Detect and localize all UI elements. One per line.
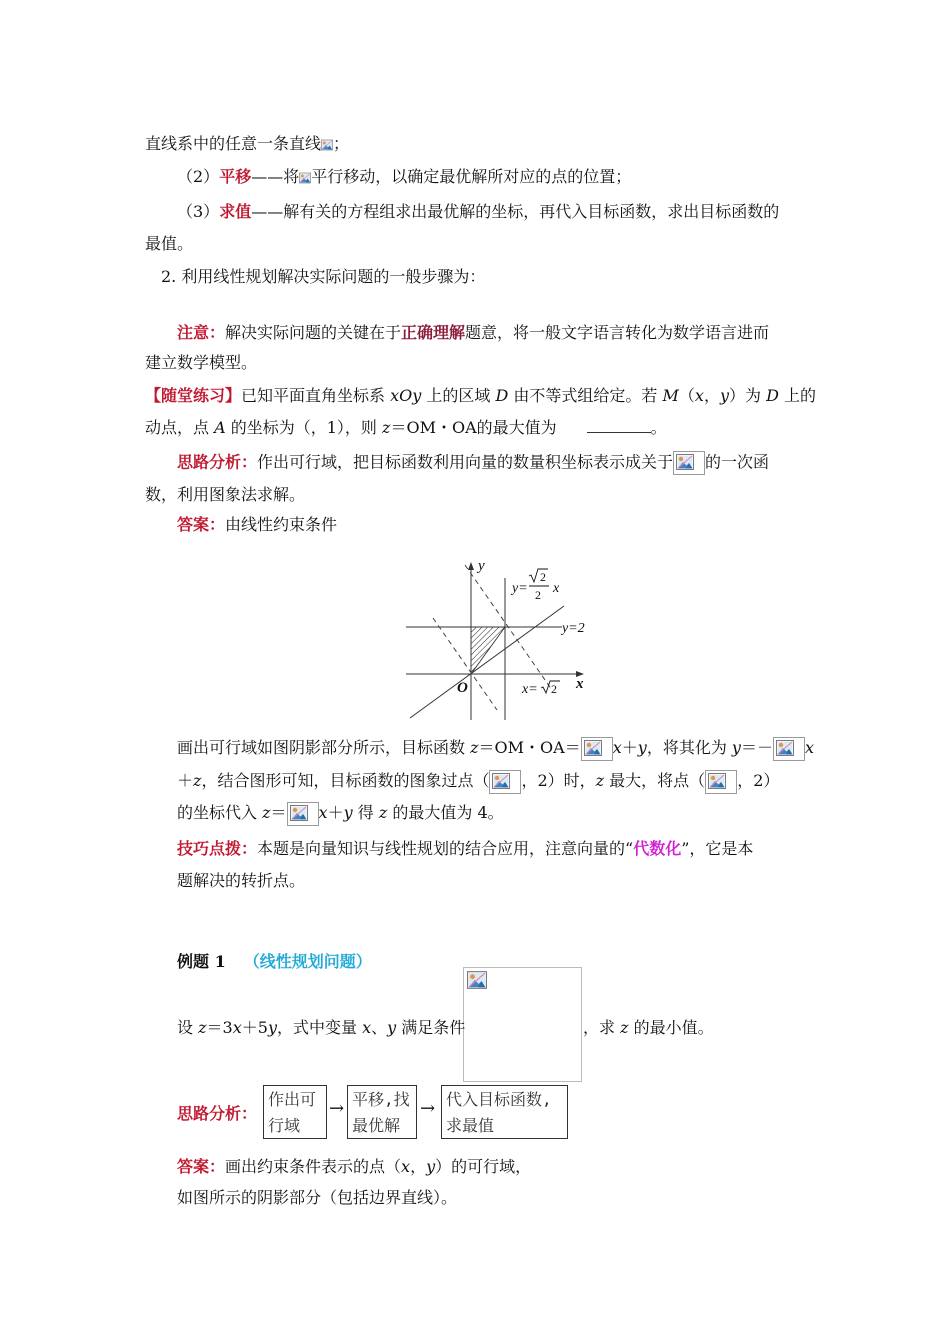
question-var: y xyxy=(267,1018,277,1037)
image-placeholder-icon xyxy=(581,737,613,761)
practice-text: ， xyxy=(703,386,720,405)
solution-var: y xyxy=(637,738,647,757)
practice-line xyxy=(145,385,816,407)
step-text: 平行移动，以确定最优解所对应的点的位置； xyxy=(311,167,632,186)
answer-label: 答案： xyxy=(177,515,226,534)
note-line xyxy=(177,322,769,344)
question-text: 满足条件 xyxy=(396,1018,466,1037)
solution-text: ＝－ xyxy=(740,738,773,757)
solution-text: 的最大值为 4。 xyxy=(387,803,504,822)
text-line-4: 2. 利用线性规划解决实际问题的一般步骤为： xyxy=(161,267,486,286)
practice-text: 上的区域 xyxy=(421,386,496,405)
tip-text: ”，它是本 xyxy=(681,839,754,858)
line-1-end: ； xyxy=(333,134,350,153)
constraints-image-placeholder xyxy=(463,967,582,1082)
solution-var: z xyxy=(193,771,202,790)
question-var: y xyxy=(387,1018,397,1037)
solution-text: 最大，将点（ xyxy=(604,771,706,790)
text-line-3b: 最值。 xyxy=(145,234,194,253)
solution-var: x xyxy=(318,803,328,822)
question-text: ，求 xyxy=(583,1018,621,1037)
question-var: x xyxy=(232,1018,242,1037)
note-line-2: 建立数学模型。 xyxy=(145,353,258,372)
tip-line xyxy=(177,838,753,860)
note-keyword: 正确理解 xyxy=(401,323,466,342)
solution-text: ＋ xyxy=(327,803,344,822)
question-text: 的最小值。 xyxy=(628,1018,714,1037)
solution-text: 的坐标代入 xyxy=(177,803,263,822)
question-text: 设 xyxy=(177,1018,199,1037)
practice-text: 已知平面直角坐标系 xyxy=(241,386,391,405)
flow-arrow-icon: → xyxy=(329,1098,345,1119)
solution-var: x xyxy=(612,738,622,757)
answer-blank xyxy=(587,418,651,433)
solution-line-1 xyxy=(177,735,814,761)
image-placeholder-icon xyxy=(489,770,521,794)
solution-var: z xyxy=(378,803,388,822)
analysis-label: 思路分析： xyxy=(177,452,258,472)
step-number: （2） xyxy=(177,167,220,186)
answer-2-line xyxy=(177,1156,531,1178)
example-title: 例题 1 xyxy=(177,952,226,971)
solution-text: ，结合图形可知，目标函数的图象过点（ xyxy=(201,771,490,790)
answer-2-text: ）的可行域， xyxy=(435,1157,532,1176)
solution-text: ＝OM・OA＝ xyxy=(478,738,581,757)
practice-var: M xyxy=(662,386,679,405)
solution-text: ＋ xyxy=(177,771,194,790)
line-c-label-prefix: x= xyxy=(522,682,538,697)
analysis-text: 的一次函 xyxy=(705,452,770,472)
question-text: ＝3 xyxy=(206,1018,233,1037)
step-dash: ——将 xyxy=(251,167,300,186)
flow-step-3 xyxy=(441,1085,568,1139)
note-text-a: 解决实际问题的关键在于 xyxy=(225,323,402,342)
flow-label: 思路分析： xyxy=(177,1104,258,1123)
solution-text: ＝ xyxy=(270,803,287,822)
solution-text: ，2）时， xyxy=(521,771,596,790)
answer-2-text: 画出约束条件表示的点（ xyxy=(225,1157,402,1176)
practice-var: xOy xyxy=(390,386,422,405)
y-axis-arrow xyxy=(468,562,474,570)
question-var: x xyxy=(362,1018,372,1037)
tip-line-2: 题解决的转折点。 xyxy=(177,871,306,890)
answer-line xyxy=(177,514,337,536)
step-keyword-translate: 平移 xyxy=(219,167,252,186)
flow-label-line xyxy=(177,1103,257,1125)
practice-text: 动点，点 xyxy=(145,418,215,437)
note-label: 注意： xyxy=(177,323,226,342)
line-c-radicand: 2 xyxy=(551,682,557,696)
answer-text: 由线性约束条件 xyxy=(225,515,338,534)
practice-line-2 xyxy=(145,417,667,439)
image-placeholder-icon xyxy=(705,770,737,794)
practice-text: 上的 xyxy=(778,386,817,405)
origin-label: O xyxy=(457,680,468,696)
practice-text: 的坐标为（，1），则 xyxy=(225,418,383,437)
analysis-line-2: 数，利用图象法求解。 xyxy=(145,485,306,504)
practice-var: x xyxy=(694,386,704,405)
question-text: ，式中变量 xyxy=(276,1018,363,1037)
practice-text: 。 xyxy=(650,418,667,437)
answer-2-text: ， xyxy=(410,1157,427,1176)
tip-keyword: 代数化 xyxy=(633,839,682,858)
line-1-text: 直线系中的任意一条直线 xyxy=(145,134,322,153)
image-placeholder-icon xyxy=(673,451,705,475)
solution-text: 画出可行域如图阴影部分所示，目标函数 xyxy=(177,738,471,757)
answer-2-line-2: 如图所示的阴影部分（包括边界直线）。 xyxy=(177,1188,458,1207)
step-number: （3） xyxy=(177,202,220,221)
question-var: z xyxy=(620,1018,629,1037)
solution-text: ＋ xyxy=(621,738,638,757)
practice-text: 由不等式组给定。若 xyxy=(508,386,663,405)
practice-text: ）为 xyxy=(729,386,767,405)
flow-arrow-icon: → xyxy=(420,1098,436,1119)
answer-2-var: x xyxy=(401,1157,411,1176)
solution-var: y xyxy=(343,803,353,822)
question-text: 、 xyxy=(371,1018,388,1037)
solution-text: 得 xyxy=(352,803,379,822)
line-a-numerator: 2 xyxy=(540,570,546,584)
x-axis-label: x xyxy=(576,676,584,692)
flow-step-1-line-1: 作出可 xyxy=(268,1090,317,1109)
step-text: ——解有关的方程组求出最优解的坐标，再代入目标函数，求出目标函数的 xyxy=(251,202,780,221)
practice-var: y xyxy=(719,386,729,405)
practice-var: A xyxy=(214,418,226,437)
example-tag: （线性规划问题） xyxy=(243,952,372,971)
line-a-label-suffix: x xyxy=(553,581,560,596)
flow-step-3-line-1: 代入目标函数, xyxy=(446,1090,552,1109)
tip-text: 本题是向量知识与线性规划的结合应用，注意向量的“ xyxy=(257,839,634,858)
feasible-region-graph xyxy=(404,555,590,723)
solution-var: z xyxy=(595,771,605,790)
solution-line-2 xyxy=(177,768,779,794)
answer-2-var: y xyxy=(426,1157,436,1176)
image-placeholder-icon xyxy=(773,737,805,761)
example-heading xyxy=(177,951,372,973)
solution-text: ，将其化为 xyxy=(646,738,732,757)
solution-var: x xyxy=(804,738,814,757)
flow-step-1 xyxy=(263,1085,327,1139)
practice-label: 【随堂练习】 xyxy=(145,386,242,405)
practice-var: z xyxy=(382,418,391,437)
text-line-1 xyxy=(145,133,349,155)
step-keyword-value: 求值 xyxy=(219,202,252,221)
example-question xyxy=(177,1017,465,1039)
answer-2-label: 答案： xyxy=(177,1157,226,1176)
flow-step-1-line-2: 行域 xyxy=(268,1116,301,1135)
image-placeholder-icon xyxy=(321,136,333,154)
text-line-2 xyxy=(177,166,631,188)
image-placeholder-icon xyxy=(299,169,311,187)
practice-var: D xyxy=(495,386,509,405)
solution-var: z xyxy=(470,738,479,757)
solution-text: ，2） xyxy=(737,771,780,790)
solution-var: y xyxy=(731,738,741,757)
analysis-text: 作出可行域，把目标函数利用向量的数量积坐标表示成关于 xyxy=(257,452,674,472)
example-question-end xyxy=(583,1017,714,1039)
line-y-root2-over-2-x xyxy=(410,606,564,718)
practice-text: （ xyxy=(678,386,695,405)
y-axis-label: y xyxy=(478,558,485,574)
practice-text: ＝OM・OA的最大值为 xyxy=(390,418,557,437)
question-var: z xyxy=(198,1018,207,1037)
flow-step-2 xyxy=(347,1085,417,1139)
tip-label: 技巧点拨： xyxy=(177,839,258,858)
flow-step-2-line-2: 最优解 xyxy=(352,1116,401,1135)
flow-step-2-line-1: 平移,找 xyxy=(352,1090,410,1109)
line-a-label-prefix: y= xyxy=(512,581,528,596)
note-text-b: 题意，将一般文字语言转化为数学语言进而 xyxy=(465,323,770,342)
text-line-3 xyxy=(177,201,779,223)
image-placeholder-icon xyxy=(287,802,319,826)
line-a-denominator: 2 xyxy=(535,588,541,602)
shaded-region xyxy=(471,627,505,674)
flow-step-3-line-2: 求最值 xyxy=(446,1116,495,1135)
question-text: ＋5 xyxy=(241,1018,268,1037)
image-placeholder-icon xyxy=(467,971,487,989)
practice-var: D xyxy=(766,386,779,405)
line-b-label: y=2 xyxy=(562,621,585,636)
solution-line-3 xyxy=(177,800,504,826)
solution-var: z xyxy=(262,803,271,822)
analysis-line xyxy=(177,451,769,475)
